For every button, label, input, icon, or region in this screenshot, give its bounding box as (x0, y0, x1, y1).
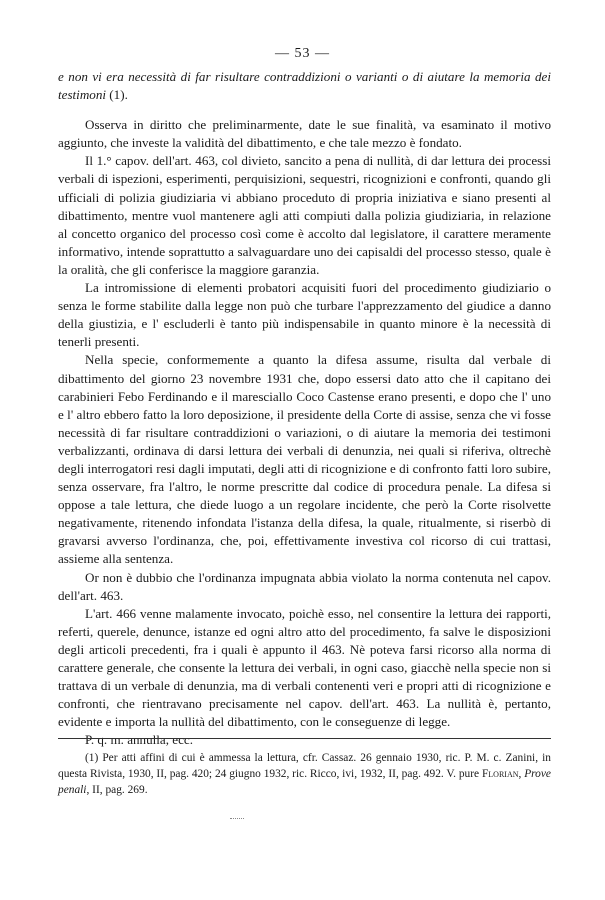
paragraph: Nella specie, conformemente a quanto la difesa assume, risulta dal verbale di dibattimento del giorno 23 novembre 1931 che, dopo essersi dato atto che il capitano dei carabinieri Febo Ferdinando e il maresciallo Coco Castense erano presenti, e dopo che l' uno e l' altro ebbero fatto la loro deposizione, il presidente della Corte di assise, senza che vi fosse necessità di far risultare contraddizioni o variazioni, o di aiutare la memoria dei testimoni verbalizzanti, ordinava di darsi lettura dei verbali di denunzia, nei quali si riferiva, oltrechè degli interrogatori resi dagli imputati, degli atti di ricognizione e di confronto fatti loro subire, senza osservare, fra l'altro, le norme prescritte dal codice di procedura penale. La difesa si oppose a tale lettura, che diede luogo a un regolare incidente, che però la Corte risolvette negativamente, ritenendo infondata l'istanza della difesa, la quale, ritualmente, si riserbò di gravarsi avverso l'ordinanza, che, poi, effettivamente investiva col ricorso di cui trattasi, assieme alla sentenza. (58, 352, 551, 567)
page-number: — 53 — (275, 46, 330, 61)
closing-paragraph: P. q. m. annulla, ecc. (85, 732, 193, 748)
paragraph: Il 1.° capov. dell'art. 463, col divieto, sancito a pena di nullità, di dar lettura dei processi verbali di ispezioni, esperimenti, perquisizioni, sequestri, ricognizioni e confronti, quando gli ufficiali di polizia giudiziaria vi abbiano proceduto di propria iniziativa e siano presenti al dibattimento, mentre vuol mantenere agli atti compiuti dalla polizia giudiziaria, in relazione al concetto organico del processo così come è accolto dal legislatore, il carattere meramente informativo, intende soprattutto a salvaguardare uno dei capisaldi del processo stesso, quale è la oralità, che gli conferisce la maggiore garanzia. (58, 153, 551, 277)
footnote-text (58, 750, 551, 798)
opening-paragraph (58, 68, 551, 104)
page-mark (230, 818, 244, 819)
footnote-separator: , (518, 768, 525, 780)
footnote-reference: (1). (109, 87, 128, 103)
paragraph: Osserva in diritto che preliminarmente, date le sue finalità, va esaminato il motivo aggiunto, che investe la validità del dibattimento, e che tale mezzo è fondato. (58, 117, 551, 151)
body-text (58, 68, 551, 749)
paragraph: Or non è dubbio che l'ordinanza impugnata abbia violato la norma contenuta nel capov. dell'art. 463. (58, 569, 551, 603)
footnote-citation: (1) Per atti affini di cui è ammessa la lettura, cfr. Cassaz. 26 gennaio 1930, ric. P. M. c. Zanini, in questa Rivista, 1930, II, pag. 420; 24 giugno 1932, ric. Ricco, ivi, 1932, II, pag. 492. V. pure (58, 752, 551, 780)
opening-italic-text: e non vi era necessità di far risultare contraddizioni o varianti o di aiutare la memoria dei testimoni (58, 69, 551, 103)
paragraph: La intromissione di elementi probatori acquisiti fuori del procedimento giudiziario o senza le forme stabilite dalla legge non può che turbare l'apprezzamento del giudice a danno della giustizia, e l' escluderli è tanto più indispensabile in quanto minore è la necessità di tenerli presenti. (58, 280, 551, 350)
footnote-author: Florian (481, 768, 519, 780)
footnote-citation-end: , II, pag. 269. (86, 784, 148, 796)
footnote-divider (58, 738, 551, 739)
footnote-work-title: Prove penali (58, 768, 551, 796)
paragraph: L'art. 466 venne malamente invocato, poichè esso, nel consentire la lettura dei rapporti, referti, querele, denunce, istanze ed ogni altro atto del procedimento, fa salve le disposizioni degli articoli precedenti, fra i quali è appunto il 463. Nè poteva farsi ricorso alla norma di carattere generale, che consente la lettura dei verbali, in ogni caso, giacchè nella specie non si trattava di un verbale di denunzia, ma di verbali contenenti veri e propri atti di ricognizione e confronti, che rientravano precisamente nel capov. dell'art. 463. La nullità è, pertanto, evidente e importa la nullità del dibattimento, con le conseguenze di legge. (58, 605, 551, 730)
footnote (58, 750, 551, 798)
